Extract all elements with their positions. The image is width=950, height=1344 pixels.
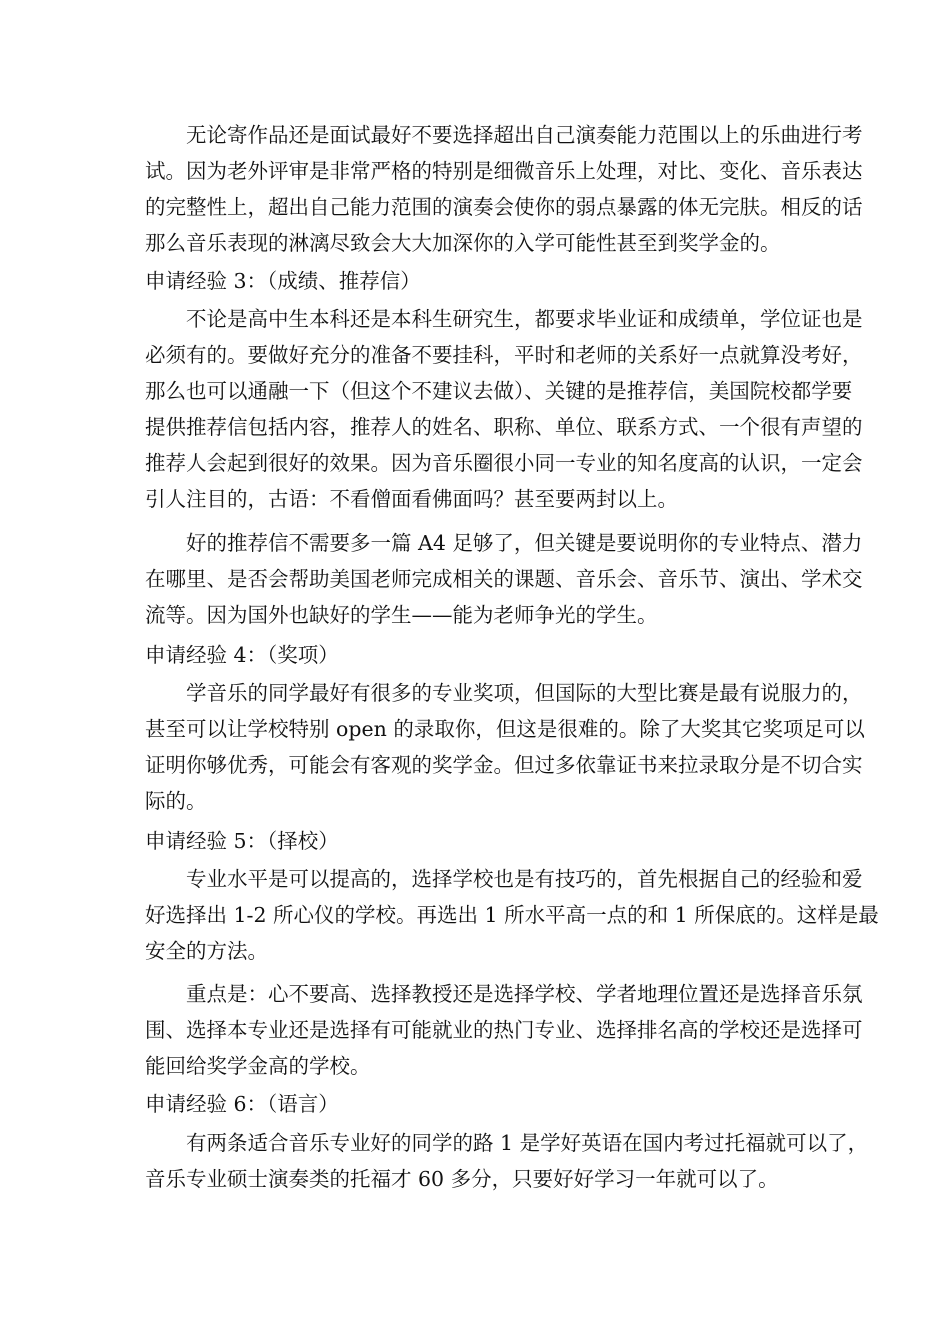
text-line: 流等。因为国外也缺好的学生——能为老师争光的学生。 [145,603,658,627]
section-heading: 申请经验 5：（择校） [145,829,339,853]
text-line: 那么也可以通融一下（但这个不建议去做）、关键的是推荐信，美国院校都学要 [145,379,853,403]
text-line: 好选择出 1-2 所心仪的学校。再选出 1 所水平高一点的和 1 所保底的。这样是最 [145,903,879,927]
text-line: 引人注目的，古语：不看僧面看佛面吗？甚至要两封以上。 [145,487,678,511]
text-line: 学音乐的同学最好有很多的专业奖项，但国际的大型比赛是最有说服力的， [186,681,863,705]
text-line: 无论寄作品还是面试最好不要选择超出自己演奏能力范围以上的乐曲进行考 [186,123,863,147]
section-heading: 申请经验 3：（成绩、推荐信） [145,269,421,293]
text-line: 重点是：心不要高、选择教授还是选择学校、学者地理位置还是选择音乐氛 [186,982,863,1006]
text-line: 提供推荐信包括内容，推荐人的姓名、职称、单位、联系方式、一个很有声望的 [145,415,863,439]
text-line: 专业水平是可以提高的，选择学校也是有技巧的，首先根据自己的经验和爱 [186,867,863,891]
text-line: 在哪里、是否会帮助美国老师完成相关的课题、音乐会、音乐节、演出、学术交 [145,567,863,591]
text-line: 证明你够优秀，可能会有客观的奖学金。但过多依靠证书来拉录取分是不切合实 [145,753,863,777]
text-line: 际的。 [145,789,207,813]
text-line: 推荐人会起到很好的效果。因为音乐圈很小同一专业的知名度高的认识，一定会 [145,451,863,475]
text-line: 不论是高中生本科还是本科生研究生，都要求毕业证和成绩单，学位证也是 [186,307,863,331]
text-line: 好的推荐信不需要多一篇 A4 足够了，但关键是要说明你的专业特点、潜力 [186,531,863,555]
text-line: 能回给奖学金高的学校。 [145,1054,371,1078]
text-line: 试。因为老外评审是非常严格的特别是细微音乐上处理，对比、变化、音乐表达 [145,159,863,183]
text-line: 安全的方法。 [145,939,268,963]
text-line: 有两条适合音乐专业好的同学的路 1 是学好英语在国内考过托福就可以了， [186,1131,869,1155]
text-line: 甚至可以让学校特别 open 的录取你，但这是很难的。除了大奖其它奖项足可以 [145,717,865,741]
text-line: 的完整性上，超出自己能力范围的演奏会使你的弱点暴露的体无完肤。相反的话 [145,195,863,219]
text-line: 围、选择本专业还是选择有可能就业的热门专业、选择排名高的学校还是选择可 [145,1018,863,1042]
text-line: 那么音乐表现的淋漓尽致会大大加深你的入学可能性甚至到奖学金的。 [145,231,781,255]
section-heading: 申请经验 4：（奖项） [145,643,339,667]
text-line: 必须有的。要做好充分的准备不要挂科，平时和老师的关系好一点就算没考好， [145,343,863,367]
section-heading: 申请经验 6：（语言） [145,1092,339,1116]
text-line: 音乐专业硕士演奏类的托福才 60 多分，只要好好学习一年就可以了。 [145,1167,779,1191]
